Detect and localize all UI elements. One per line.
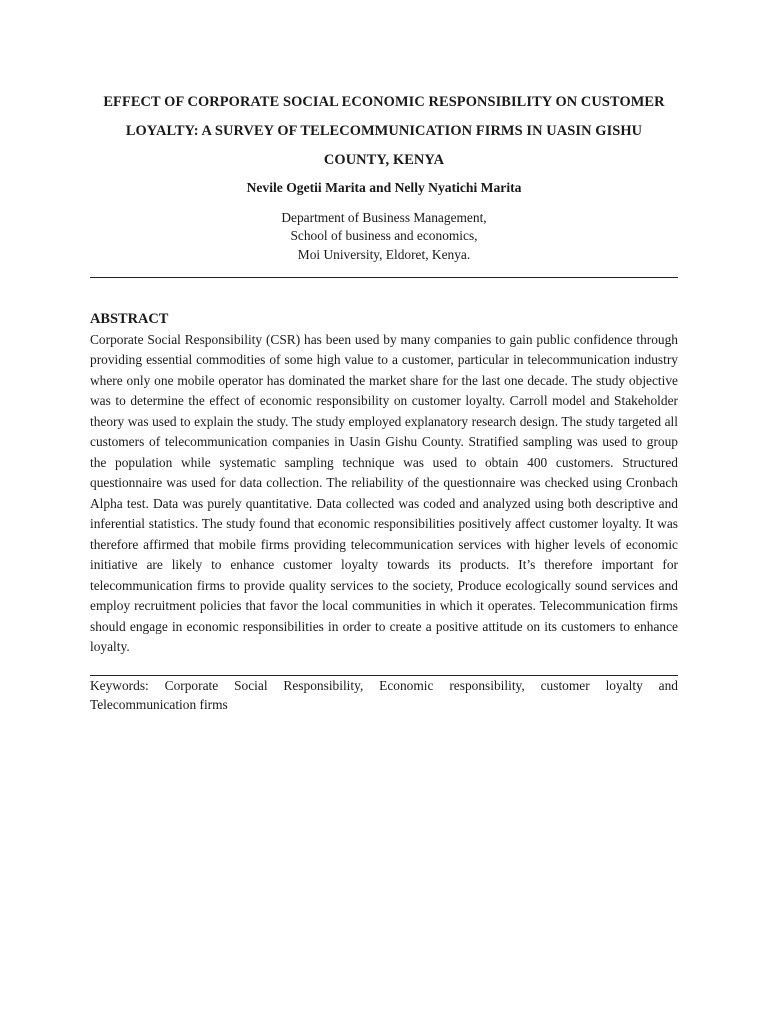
header-divider — [90, 277, 678, 278]
abstract-heading: ABSTRACT — [90, 310, 169, 327]
abstract-text: Corporate Social Responsibility (CSR) has been used by many companies to gain public confidence through providing essential commodities of some high value to a customer, particular in telecommunication industry where only one mobile operator has dominated the market share for the last one decade. The study objective was to determine the effect of economic responsibility on customer loyalty. Carroll model and Stakeholder theory was used to explain the study. The study employed explanatory research design. The study targeted all customers of telecommunication companies in Uasin Gishu County. Stratified sampling was used to group the population while systematic sampling technique was used to obtain 400 customers. Structured questionnaire was used for data collection. The reliability of the questionnaire was checked using Cronbach Alpha test. Data was purely quantitative. Data collected was coded and analyzed using both descriptive and inferential statistics. The study found that economic responsibilities positively affect customer loyalty. It was therefore affirmed that mobile firms providing telecommunication services with higher levels of economic initiative are likely to enhance customer loyalty towards its products. It’s therefore important for telecommunication firms to provide quality services to the society, Produce ecologically sound services and employ recruitment policies that favor the local communities in which it operates. Telecommunication firms should engage in economic responsibilities in order to create a positive attitude on its customers to enhance loyalty. — [90, 331, 678, 655]
paper-title — [90, 88, 678, 175]
paper-title-line-3: COUNTY, KENYA — [323, 152, 445, 168]
author-affiliation — [90, 209, 678, 264]
paper-title-line-2: LOYALTY: A SURVEY OF TELECOMMUNICATION FIRMS IN UASIN GISHU — [125, 123, 643, 139]
paper-title-line-1: EFFECT OF CORPORATE SOCIAL ECONOMIC RESPONSIBILITY ON CUSTOMER — [103, 94, 665, 110]
keywords: Keywords: Corporate Social Responsibility, Economic responsibility, customer loyalty and Telecommunication firms — [90, 677, 678, 712]
paper-first-page — [90, 88, 678, 714]
affiliation-line-3: Moi University, Eldoret, Kenya. — [297, 246, 471, 262]
affiliation-line-1: Department of Business Management, — [281, 210, 487, 225]
paper-authors: Nevile Ogetii Marita and Nelly Nyatichi Marita — [246, 180, 522, 195]
affiliation-line-2: School of business and economics, — [290, 228, 478, 244]
